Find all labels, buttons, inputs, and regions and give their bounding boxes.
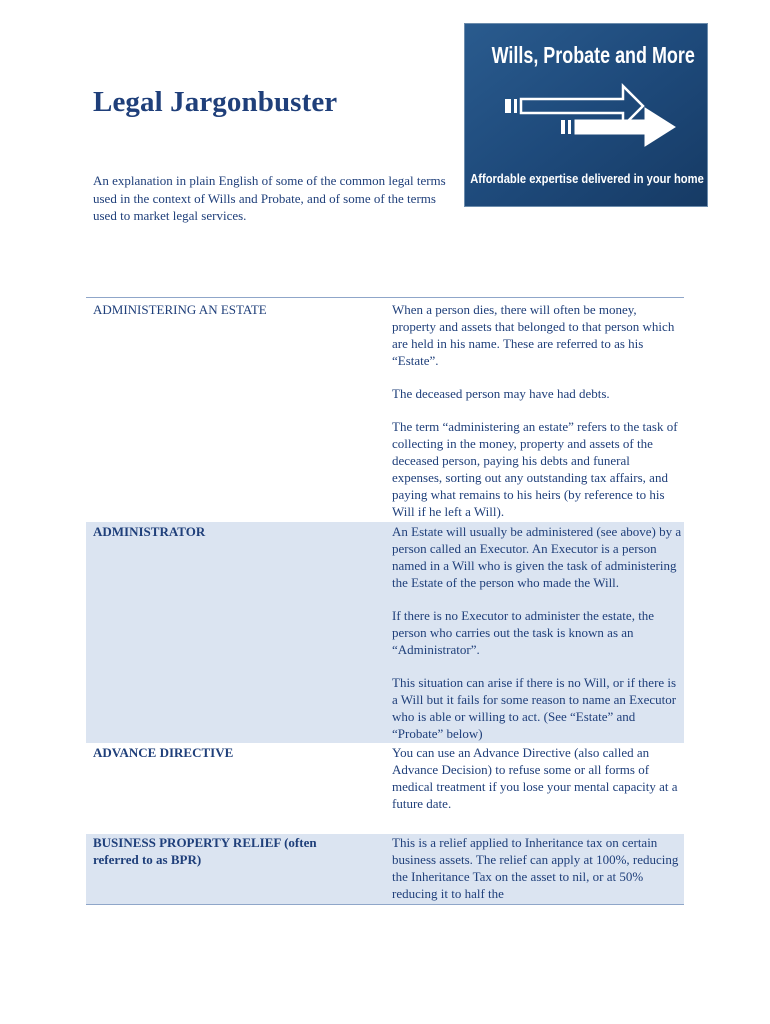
glossary-table bbox=[86, 297, 684, 905]
banner-title: Wills, Probate and More bbox=[491, 42, 695, 68]
definition-paragraph: If there is no Executor to administer the estate, the person who carries out the task is known as an “Administrator”. bbox=[392, 608, 655, 657]
intro-paragraph: An explanation in plain English of some of the common legal terms used in the context of Wills and Probate, and of some of the terms used to market legal services. bbox=[93, 173, 446, 223]
definition-paragraph: This situation can arise if there is no Will, or if there is a Will but it fails for some reason to name an Executor who is able or willing to act. (See “Estate” and “Probate” below) bbox=[392, 675, 677, 741]
banner-tagline: Affordable expertise delivered in your home bbox=[470, 171, 704, 186]
glossary-term: ADMINISTERING AN ESTATE bbox=[93, 302, 267, 317]
glossary-definition bbox=[386, 834, 684, 902]
glossary-entry bbox=[86, 522, 684, 743]
glossary-term: ADMINISTRATOR bbox=[93, 524, 206, 539]
definition-paragraph: This is a relief applied to Inheritance tax on certain business assets. The relief can apply at 100%, reducing the Inheritance Tax on the asset to nil, or at 50% reducing it to half the bbox=[392, 835, 679, 901]
glossary-term: ADVANCE DIRECTIVE bbox=[93, 745, 234, 760]
definition-paragraph: When a person dies, there will often be money, property and assets that belonged to that person which are held in his name. These are referred to as his “Estate”. bbox=[392, 302, 675, 368]
glossary-entry bbox=[86, 743, 684, 834]
glossary-definition bbox=[386, 301, 684, 520]
page-title: Legal Jargonbuster bbox=[93, 86, 338, 118]
glossary-definition bbox=[386, 523, 684, 742]
glossary-term: BUSINESS PROPERTY RELIEF (often referred to as BPR) bbox=[93, 835, 317, 867]
definition-paragraph: The deceased person may have had debts. bbox=[392, 386, 610, 401]
definition-paragraph: The term “administering an estate” refers to the task of collecting in the money, property and assets of the deceased person, paying his debts and funeral expenses, sorting out any outstanding tax affairs, and paying what remains to his heirs (by reference to his Will if he left a Will). bbox=[392, 419, 678, 519]
glossary-entry bbox=[86, 834, 684, 905]
definition-paragraph: An Estate will usually be administered (see above) by a person called an Executor. An Executor is a person named in a Will who is given the task of administering the Estate of the person who made the Will. bbox=[392, 524, 682, 590]
definition-paragraph: You can use an Advance Directive (also called an Advance Decision) to refuse some or all forms of medical treatment if you lose your mental capacity at a future date. bbox=[392, 745, 678, 811]
glossary-definition bbox=[386, 744, 684, 812]
glossary-entry bbox=[86, 298, 684, 522]
banner-logo bbox=[464, 23, 708, 207]
